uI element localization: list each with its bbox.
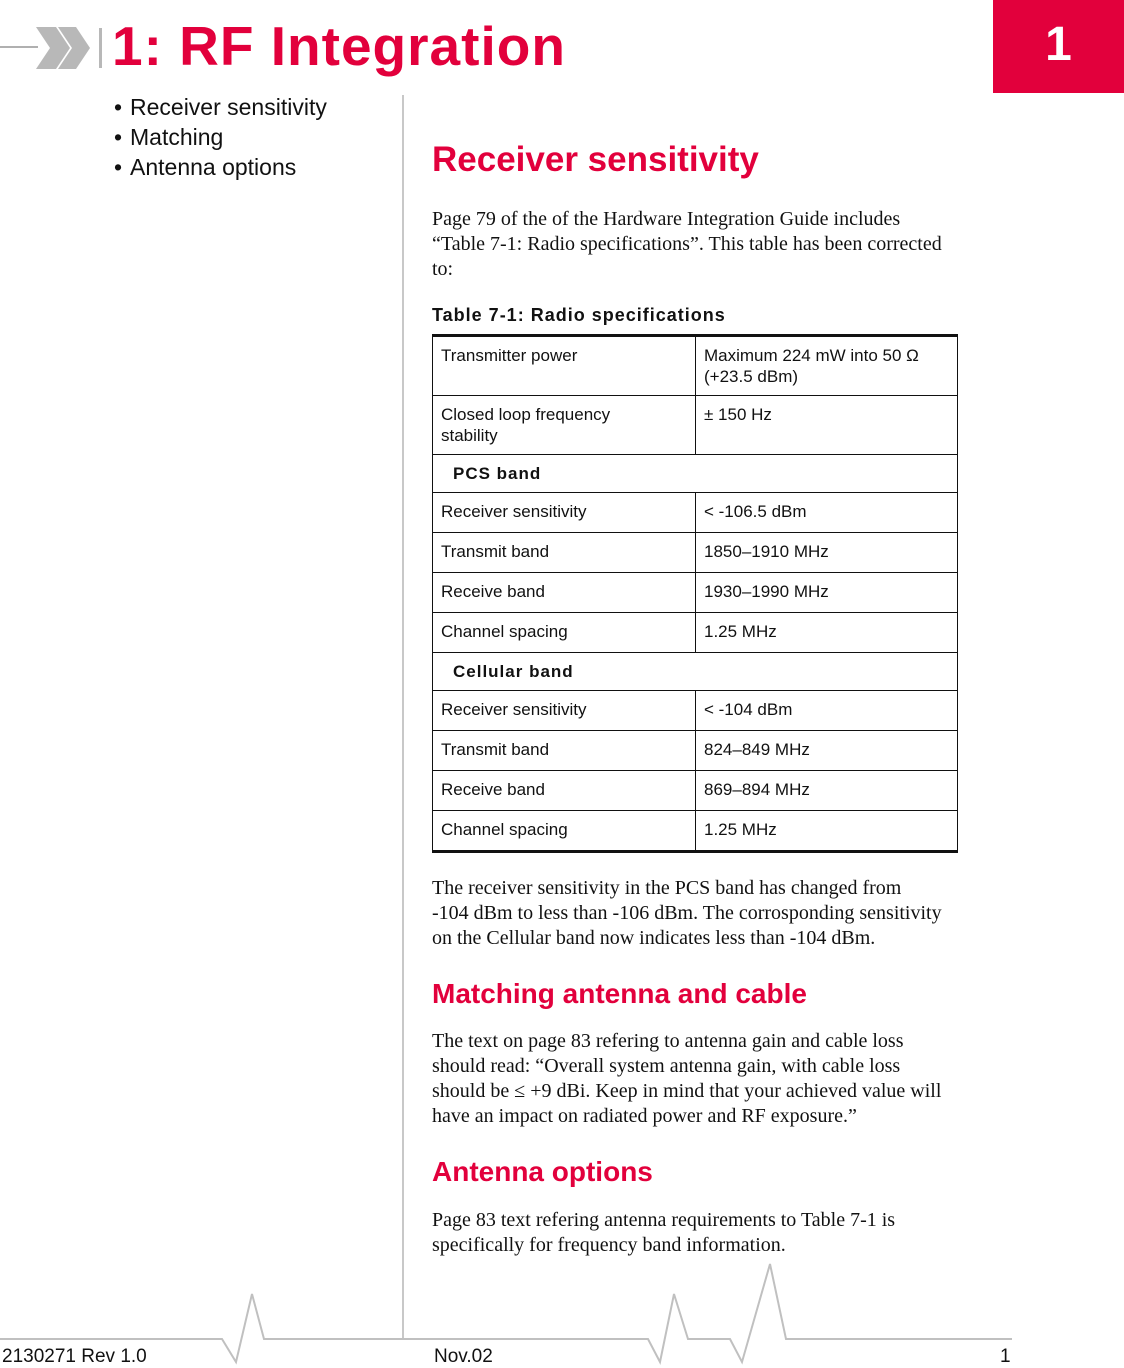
- table-row: [433, 771, 958, 811]
- table-row: [433, 573, 958, 613]
- table-cell-value: 1930–1990 MHz: [696, 573, 958, 613]
- table-row: [433, 396, 958, 455]
- receiver-sensitivity-intro: Page 79 of the of the Hardware Integration Guide includes “Table 7-1: Radio specifications”. This table has been corrected to:: [432, 208, 942, 280]
- chapter-number-tab: 1: [993, 0, 1124, 93]
- table-cell-label: Receiver sensitivity: [433, 493, 696, 533]
- table-cell-label: Receive band: [433, 573, 696, 613]
- receiver-sensitivity-note: The receiver sensitivity in the PCS band has changed from -104 dBm to less than -106 dBm. The corrosponding sensitivity on the Cellular band now indicates less than -104 dBm.: [432, 877, 942, 949]
- table-band-row: [433, 653, 958, 691]
- chapter-arrows-graphic: [0, 22, 112, 74]
- band-heading-cellular: Cellular band: [433, 653, 958, 691]
- table-cell-value: ± 150 Hz: [696, 396, 958, 455]
- toc-item-label: Matching: [130, 124, 224, 150]
- table-cell-label: Transmit band: [433, 533, 696, 573]
- table-row: [433, 533, 958, 573]
- table-cell-value: 824–849 MHz: [696, 731, 958, 771]
- table-cell-label: Channel spacing: [433, 613, 696, 653]
- toc-item-label: Receiver sensitivity: [130, 94, 327, 120]
- section-heading-receiver-sensitivity: Receiver sensitivity: [432, 140, 759, 179]
- table-row: [433, 493, 958, 533]
- table-cell-value: < -106.5 dBm: [696, 493, 958, 533]
- table-cell-label: Receiver sensitivity: [433, 691, 696, 731]
- chapter-toc: [114, 92, 327, 182]
- toc-item[interactable]: • Matching: [114, 124, 224, 150]
- table-cell-value: 1850–1910 MHz: [696, 533, 958, 573]
- section-heading-matching: Matching antenna and cable: [432, 978, 807, 1009]
- table-row: [433, 336, 958, 396]
- table-cell-value: 869–894 MHz: [696, 771, 958, 811]
- radio-specifications-table: [432, 334, 958, 853]
- matching-body: The text on page 83 refering to antenna gain and cable loss should read: “Overall system antenna gain, with cable loss should be ≤ +9 dBi. Keep in mind that your achieved value will have an impact on radiated power and RF exposure.”: [432, 1030, 942, 1127]
- footer-doc-id: 2130271 Rev 1.0: [2, 1346, 147, 1367]
- table-row: [433, 731, 958, 771]
- table-cell-label: Channel spacing: [433, 811, 696, 852]
- table-cell-value: Maximum 224 mW into 50 Ω (+23.5 dBm): [696, 336, 958, 396]
- footer-page-number: 1: [1000, 1346, 1011, 1367]
- footer-waveform: [0, 1262, 1124, 1366]
- table-row: [433, 811, 958, 852]
- table-cell-label: Transmitter power: [433, 336, 696, 396]
- table-cell-value: < -104 dBm: [696, 691, 958, 731]
- table-cell-value: 1.25 MHz: [696, 811, 958, 852]
- footer-date: Nov.02: [434, 1346, 493, 1367]
- toc-item[interactable]: • Antenna options: [114, 154, 297, 180]
- table-row: [433, 691, 958, 731]
- toc-item[interactable]: • Receiver sensitivity: [114, 94, 327, 120]
- section-heading-antenna-options: Antenna options: [432, 1156, 653, 1187]
- table-row: [433, 613, 958, 653]
- table-cell-label: Closed loop frequency stability: [433, 396, 696, 455]
- table-cell-value: 1.25 MHz: [696, 613, 958, 653]
- antenna-options-body: Page 83 text refering antenna requirements to Table 7-1 is specifically for frequency band information.: [432, 1209, 896, 1256]
- sidebar-divider: [402, 95, 404, 1338]
- chapter-title: 1: RF Integration: [112, 15, 566, 77]
- table-cell-label: Receive band: [433, 771, 696, 811]
- band-heading-pcs: PCS band: [433, 455, 958, 493]
- table-caption: Table 7-1: Radio specifications: [432, 305, 726, 325]
- table-cell-label: Transmit band: [433, 731, 696, 771]
- toc-item-label: Antenna options: [130, 154, 297, 180]
- table-band-row: [433, 455, 958, 493]
